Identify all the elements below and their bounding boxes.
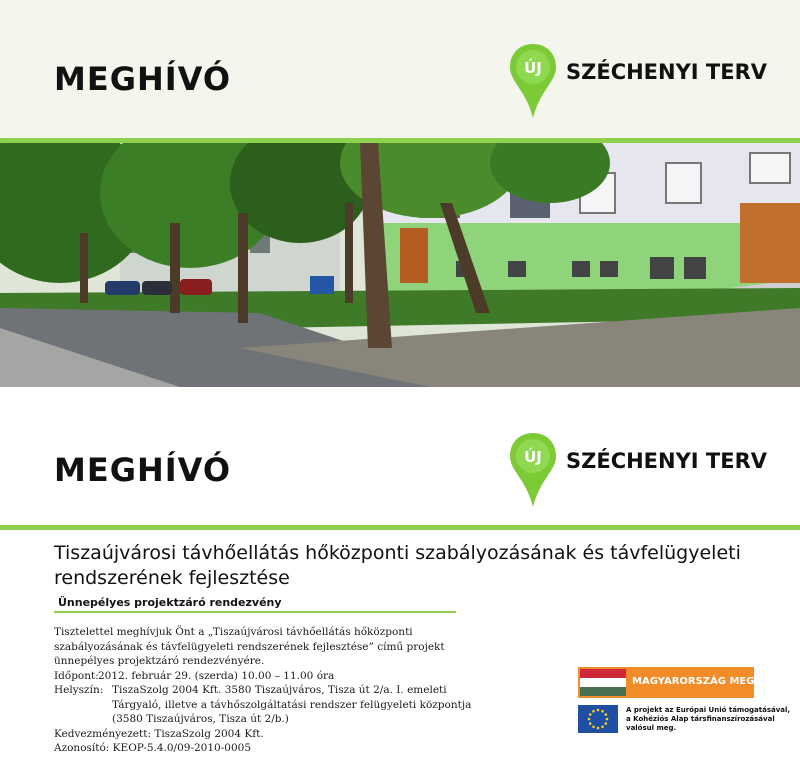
location-pin-icon bbox=[508, 42, 558, 122]
project-id: Azonosító: KEOP-5.4.0/09-2010-0005 bbox=[54, 742, 251, 754]
time-value: 2012. február 29. (szerda) 10.00 – 11.00 óra bbox=[98, 669, 335, 682]
invitation-heading: MEGHÍVÓ bbox=[54, 60, 232, 98]
intro-paragraph: Tisztelettel meghívjuk Önt a „Tiszaújvárosi távhőellátás hőközponti szabályozásának és távfelügyeleti rendszerének fejlesztése” című projekt ünnepélyes projektzáró rendezvényére. bbox=[54, 626, 445, 667]
szechenyi-terv-logo-secondary bbox=[508, 431, 768, 511]
eu-flag-icon bbox=[578, 705, 618, 733]
hungary-label: MAGYARORSZÁG MEGÚJUL bbox=[632, 676, 781, 687]
time-row bbox=[54, 669, 474, 684]
eu-funding-note: A projekt az Európai Unió támogatásával, a Kohéziós Alap társfinanszírozásával valósul meg. bbox=[626, 706, 791, 732]
place-value-line1: TiszaSzolg 2004 Kft. 3580 Tiszaújváros, Tisza út 2/a. I. emeleti bbox=[112, 684, 447, 696]
logo-badge-text: ÚJ bbox=[524, 448, 542, 466]
magyarorszag-megujul-logo bbox=[578, 667, 781, 698]
event-subtitle: Ünnepélyes projektzáró rendezvény bbox=[58, 596, 282, 609]
place-row bbox=[54, 683, 474, 698]
logo-badge-text: ÚJ bbox=[524, 59, 542, 77]
logo-text: SZÉCHENYI TERV bbox=[566, 60, 768, 84]
subtitle-divider bbox=[54, 611, 456, 613]
hungarian-flag-icon bbox=[580, 669, 626, 696]
place-label: Helyszín: bbox=[54, 684, 104, 696]
invitation-body bbox=[54, 625, 474, 756]
time-label: Időpont: bbox=[54, 669, 99, 682]
szechenyi-terv-logo bbox=[508, 42, 768, 122]
project-title: Tiszaújvárosi távhőellátás hőközponti szabályozásának és távfelügyeleti rendszerének fejlesztése bbox=[54, 542, 741, 589]
location-pin-icon bbox=[508, 431, 558, 511]
logo-text: SZÉCHENYI TERV bbox=[566, 449, 768, 473]
beneficiary: Kedvezményezett: TiszaSzolg 2004 Kft. bbox=[54, 727, 264, 740]
invitation-heading-secondary: MEGHÍVÓ bbox=[54, 451, 232, 489]
building-photo bbox=[0, 143, 800, 387]
bottom-banner bbox=[0, 387, 800, 525]
top-banner bbox=[0, 0, 800, 138]
place-value-line2: Tárgyaló, illetve a távhőszolgáltatási rendszer felügyeleti központja bbox=[112, 698, 472, 711]
place-value-line3: (3580 Tiszaújváros, Tisza út 2/b.) bbox=[112, 713, 289, 725]
divider-line bbox=[0, 525, 800, 530]
